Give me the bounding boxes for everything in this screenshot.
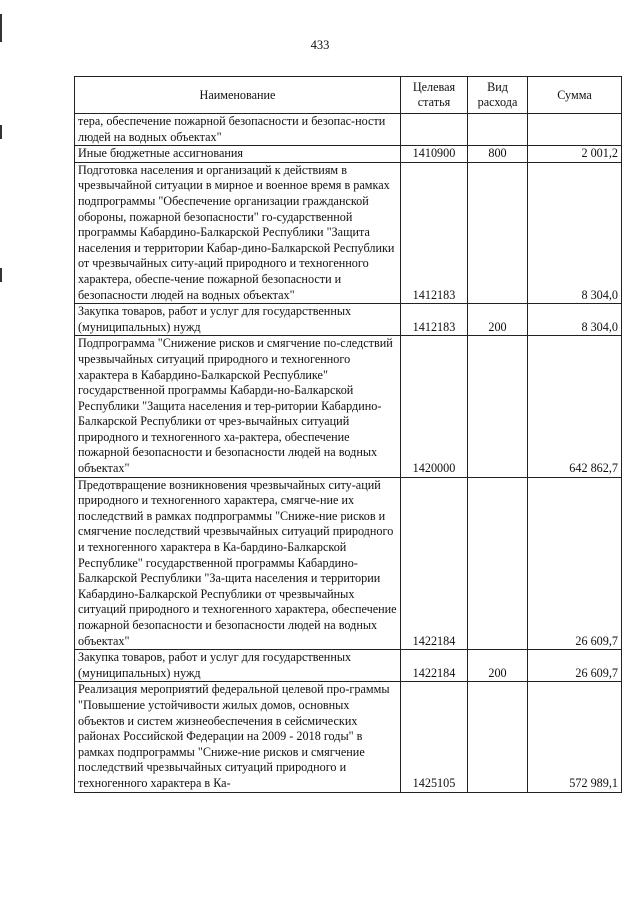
budget-table xyxy=(74,76,622,793)
row-expense-type xyxy=(468,336,528,477)
row-target-article: 1422184 xyxy=(401,477,468,650)
row-sum xyxy=(528,114,622,146)
header-target-article-line2: статья xyxy=(417,95,451,109)
row-sum: 2 001,2 xyxy=(528,146,622,163)
row-expense-type: 200 xyxy=(468,650,528,682)
table-row xyxy=(75,682,622,792)
row-expense-type xyxy=(468,682,528,792)
table-row xyxy=(75,162,622,303)
row-target-article: 1412183 xyxy=(401,304,468,336)
margin-mark xyxy=(0,14,2,42)
page-number: 433 xyxy=(310,38,330,52)
header-target-article-line1: Целевая xyxy=(412,80,456,94)
row-name: Иные бюджетные ассигнования xyxy=(75,146,401,163)
margin-mark xyxy=(0,125,2,139)
row-expense-type xyxy=(468,162,528,303)
row-sum: 572 989,1 xyxy=(528,682,622,792)
row-expense-type: 200 xyxy=(468,304,528,336)
table-row xyxy=(75,650,622,682)
table-row xyxy=(75,114,622,146)
header-name: Наименование xyxy=(75,77,401,114)
row-name: Закупка товаров, работ и услуг для государственных (муниципальных) нужд xyxy=(75,304,401,336)
row-sum: 642 862,7 xyxy=(528,336,622,477)
header-target-article xyxy=(401,77,468,114)
header-expense-type-line1: Вид xyxy=(487,80,508,94)
row-target-article: 1412183 xyxy=(401,162,468,303)
row-expense-type xyxy=(468,477,528,650)
header-expense-type xyxy=(468,77,528,114)
row-sum: 8 304,0 xyxy=(528,304,622,336)
table-row xyxy=(75,146,622,163)
row-sum: 26 609,7 xyxy=(528,477,622,650)
table-row xyxy=(75,304,622,336)
row-target-article: 1425105 xyxy=(401,682,468,792)
row-expense-type: 800 xyxy=(468,146,528,163)
row-name: Подготовка населения и организаций к действиям в чрезвычайной ситуации в мирное и военное время в рамках подпрограммы "Обеспечение организации гражданской обороны, пожарной безопасности" го-сударственной программы Кабардино-Балкарской Республики "Защита населения и территории Кабар-дино-Балкарской Республики от чрезвычайных ситу-аций природного и техногенного характера, обеспе-чение пожарной безопасности и безопасности людей на водных объектах" xyxy=(75,162,401,303)
row-name: Предотвращение возникновения чрезвычайных ситу-аций природного и техногенного характера, смягче-ние их последствий в рамках подпрограммы "Сниже-ние рисков и смягчение последствий чрезвычайных ситуаций природного и техногенного характера в Ка-бардино-Балкарской Республике" государственной программы Кабардино-Балкарской Республики "За-щита населения и территории Кабардино-Балкарской Республики от чрезвычайных ситуаций природного и техногенного характера, обеспечение пожарной безопасности и безопасности людей на водных объектах" xyxy=(75,477,401,650)
table-header-row xyxy=(75,77,622,114)
row-target-article xyxy=(401,114,468,146)
header-sum: Сумма xyxy=(528,77,622,114)
row-sum: 8 304,0 xyxy=(528,162,622,303)
row-name: Реализация мероприятий федеральной целевой про-граммы "Повышение устойчивости жилых домов, основных объектов и систем жизнеобеспечения в сейсмических районах Российской Федерации на 2009 - 2018 годы" в рамках подпрограммы "Сниже-ние рисков и смягчение последствий чрезвычайных ситуаций природного и техногенного характера в Ка- xyxy=(75,682,401,792)
header-expense-type-line2: расхода xyxy=(477,95,518,109)
row-name: Закупка товаров, работ и услуг для государственных (муниципальных) нужд xyxy=(75,650,401,682)
row-name: тера, обеспечение пожарной безопасности и безопас-ности людей на водных объектах" xyxy=(75,114,401,146)
row-target-article: 1422184 xyxy=(401,650,468,682)
table-row xyxy=(75,477,622,650)
row-name: Подпрограмма "Снижение рисков и смягчение по-следствий чрезвычайных ситуаций природного и техногенного характера в Кабардино-Балкарской Республике" государственной программы Кабарди-но-Балкарской Республики "Защита населения и тер-ритории Кабардино-Балкарской Республики от чрез-вычайных ситуаций природного и техногенного ха-рактера, обеспечение пожарной безопасности и безопасности людей на водных объектах" xyxy=(75,336,401,477)
margin-mark xyxy=(0,268,2,282)
row-expense-type xyxy=(468,114,528,146)
table-row xyxy=(75,336,622,477)
row-target-article: 1420000 xyxy=(401,336,468,477)
row-target-article: 1410900 xyxy=(401,146,468,163)
row-sum: 26 609,7 xyxy=(528,650,622,682)
